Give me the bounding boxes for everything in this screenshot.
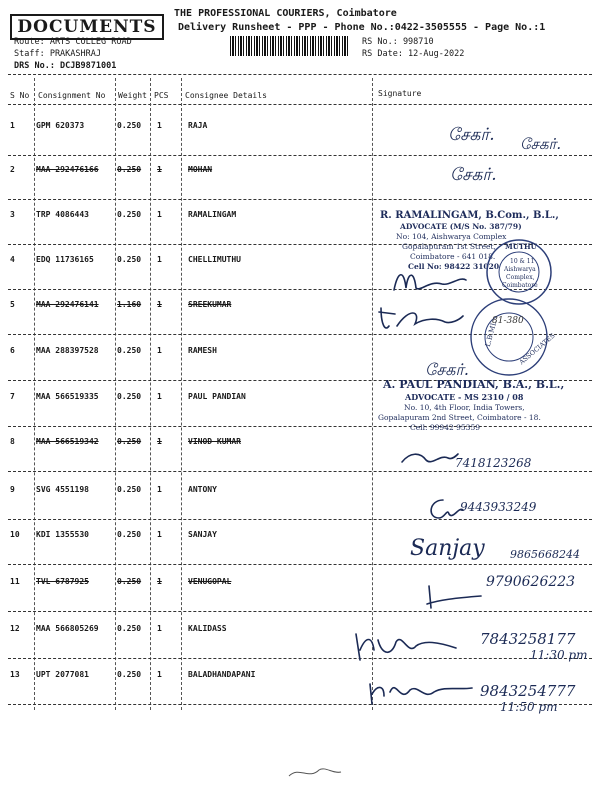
- cell-consignee: PAUL PANDIAN: [188, 392, 246, 401]
- cell-pcs: 1: [157, 255, 162, 264]
- rs-number: RS No.: 998710: [362, 37, 434, 47]
- row-separator: [8, 658, 592, 659]
- cell-pcs: 1: [157, 210, 162, 219]
- seal-inner-2: Aishwarya: [504, 266, 536, 273]
- column-header-weight: Weight: [118, 91, 147, 100]
- cell-consignment: EDQ 11736165: [36, 255, 94, 264]
- signature-row-12-scribble: [352, 626, 462, 666]
- cell-sno: 9: [10, 485, 15, 494]
- cell-weight: 0.250: [117, 255, 142, 264]
- cell-sno: 11: [10, 577, 20, 586]
- cell-weight: 0.250: [117, 485, 142, 494]
- row-separator: [8, 199, 592, 200]
- cell-sno: 8: [10, 437, 15, 446]
- column-divider: [181, 78, 182, 710]
- cell-sno: 10: [10, 530, 20, 539]
- barcode: [230, 36, 350, 56]
- header-bottom-rule: [8, 104, 592, 105]
- advocate-2-name: A. PAUL PANDIAN, B.A., B.L.,: [383, 378, 565, 391]
- cell-consignee: CHELLIMUTHU: [188, 255, 241, 264]
- signature-row-6: சேகர்.: [425, 360, 469, 379]
- cell-pcs: 1: [157, 577, 162, 586]
- advocate-1-name: R. RAMALINGAM, B.Com., B.L.,: [380, 210, 559, 221]
- column-header-sno: S No: [10, 91, 30, 100]
- cell-weight: 0.250: [117, 577, 142, 586]
- kalidass-time: 11:30 pm: [530, 648, 588, 662]
- cell-consignee: RAMESH: [188, 346, 217, 355]
- cell-sno: 2: [10, 165, 15, 174]
- cell-consignment: GPM 620373: [36, 121, 85, 130]
- advocate-1-address-2: Gopalapuram 1st Street,: [402, 242, 496, 251]
- cell-consignment: TVL 6787925: [36, 577, 89, 586]
- route-label: Route: ARTS COLLEG ROAD: [14, 37, 132, 47]
- cell-consignment: KDI 1355530: [36, 530, 89, 539]
- row-separator: [8, 564, 592, 565]
- cell-pcs: 1: [157, 121, 162, 130]
- column-header-pcs: PCS: [154, 91, 169, 100]
- cell-consignee: KALIDASS: [188, 624, 227, 633]
- cell-pcs: 1: [157, 624, 162, 633]
- cell-weight: 0.250: [117, 165, 142, 174]
- signature-row-13-scribble: [366, 674, 476, 710]
- cell-sno: 3: [10, 210, 15, 219]
- cell-consignment: MAA 292476166: [36, 165, 99, 174]
- row-separator: [8, 426, 592, 427]
- signature-row-4-scribble: [390, 262, 470, 302]
- cell-weight: 0.250: [117, 530, 142, 539]
- cell-consignee: SREEKUMAR: [188, 300, 232, 309]
- cell-pcs: 1: [157, 530, 162, 539]
- cell-sno: 12: [10, 624, 20, 633]
- cell-pcs: 1: [157, 485, 162, 494]
- cell-consignee: RAJA: [188, 121, 208, 130]
- vinod-phone: 7418123268: [455, 456, 532, 470]
- cell-consignment: MAA 292476141: [36, 300, 99, 309]
- cell-consignment: SVG 4551198: [36, 485, 89, 494]
- cell-consignment: MAA 566805269: [36, 624, 99, 633]
- cell-sno: 5: [10, 300, 15, 309]
- cell-consignment: MAA 288397528: [36, 346, 99, 355]
- cell-consignee: ANTONY: [188, 485, 217, 494]
- row-separator: [8, 519, 592, 520]
- column-divider: [34, 78, 35, 710]
- signature-row-5-scribble: [375, 302, 465, 336]
- cell-consignment: TRP 4086443: [36, 210, 89, 219]
- row-separator: [8, 155, 592, 156]
- bala-time: 11:50 pm: [500, 700, 558, 714]
- cell-sno: 6: [10, 346, 15, 355]
- cell-sno: 1: [10, 121, 15, 130]
- column-divider: [115, 78, 116, 710]
- advocate-2-cell: Cell: 99942 95359: [410, 423, 480, 432]
- advocate-1-address-1: No: 104, Aishwarya Complex: [396, 232, 507, 241]
- antony-phone: 9443933249: [460, 500, 537, 514]
- cell-weight: 0.250: [117, 437, 142, 446]
- cell-consignee: VINOD KUMAR: [188, 437, 241, 446]
- cell-consignee: SANJAY: [188, 530, 217, 539]
- cell-weight: 1.160: [117, 300, 142, 309]
- column-header-consignment: Consignment No: [38, 91, 106, 100]
- cell-sno: 7: [10, 392, 15, 401]
- seal-top-text: MUTHU: [505, 242, 537, 251]
- signature-sanjay: Sanjay: [410, 536, 485, 561]
- cell-consignee: MOHAN: [188, 165, 213, 174]
- row-separator: [8, 471, 592, 472]
- seal-side-text: L.B.ML: [483, 320, 499, 348]
- cell-pcs: 1: [157, 300, 162, 309]
- bottom-pen-mark: [285, 762, 345, 782]
- advocate-1-address-3: Coimbatore - 641 018.: [410, 252, 496, 261]
- ramesh-code: 81-380: [492, 316, 524, 326]
- signature-row-2: சேகர்.: [450, 165, 497, 185]
- signature-row-9-scribble: [425, 496, 465, 522]
- column-header-signature: Signature: [378, 89, 422, 98]
- cell-consignee: BALADHANDAPANI: [188, 670, 256, 679]
- sanjay-phone: 9865668244: [510, 548, 580, 561]
- column-divider: [150, 78, 151, 710]
- advocate-2-address-2: Gopalapuram 2nd Street, Coimbatore - 18.: [378, 413, 541, 422]
- cell-weight: 0.250: [117, 210, 142, 219]
- signature-row-11-scribble: [425, 582, 485, 612]
- cell-consignment: MAA 566519342: [36, 437, 99, 446]
- cell-consignee: RAMALINGAM: [188, 210, 237, 219]
- runsheet-subtitle: Delivery Runsheet - PPP - Phone No.:0422-3505555 - Page No.:1: [178, 22, 546, 33]
- cell-pcs: 1: [157, 165, 162, 174]
- seal-bottom-text: ASSOCIATES: [517, 331, 557, 367]
- company-title: THE PROFESSIONAL COURIERS, Coimbatore: [174, 8, 397, 19]
- cell-weight: 0.250: [117, 121, 142, 130]
- venugopal-phone: 9790626223: [486, 574, 576, 590]
- cell-pcs: 1: [157, 392, 162, 401]
- advocate-1-title: ADVOCATE (M/S No. 387/79): [400, 222, 522, 231]
- cell-consignment: UPT 2077081: [36, 670, 89, 679]
- staff-label: Staff: PRAKASHRAJ: [14, 49, 101, 59]
- cell-consignment: MAA 566519335: [36, 392, 99, 401]
- drs-number: DRS No.: DCJB9871001: [14, 61, 117, 71]
- kalidass-phone: 7843258177: [480, 630, 576, 648]
- advocate-2-title: ADVOCATE - MS 2310 / 08: [405, 392, 524, 402]
- seal-inner-1: 10 & 11: [510, 258, 535, 265]
- rs-date: RS Date: 12-Aug-2022: [362, 49, 465, 59]
- bala-phone: 9843254777: [480, 682, 576, 700]
- associates-seal-icon: [468, 296, 550, 378]
- documents-stamp: DOCUMENTS: [10, 14, 164, 40]
- signature-row-1: சேகர்.: [448, 125, 495, 145]
- cell-pcs: 1: [157, 437, 162, 446]
- cell-sno: 13: [10, 670, 20, 679]
- signature-row-8-scribble: [400, 448, 460, 472]
- signature-row-1-extra: சேகர்.: [520, 135, 562, 153]
- cell-pcs: 1: [157, 670, 162, 679]
- seal-inner-3: Complex,: [506, 274, 535, 281]
- cell-weight: 0.250: [117, 392, 142, 401]
- cell-weight: 0.250: [117, 624, 142, 633]
- seal-inner-4: Coimbatore: [502, 282, 538, 289]
- cell-consignee: VENUGOPAL: [188, 577, 232, 586]
- header-top-rule: [8, 74, 592, 75]
- row-separator: [8, 611, 592, 612]
- cell-pcs: 1: [157, 346, 162, 355]
- column-header-consignee: Consignee Details: [185, 91, 267, 100]
- cell-weight: 0.250: [117, 670, 142, 679]
- advocate-1-cell: Cell No: 98422 31020: [408, 262, 500, 271]
- advocate-2-address-1: No. 10, 4th Floor, India Towers,: [404, 403, 525, 412]
- cell-weight: 0.250: [117, 346, 142, 355]
- column-divider: [372, 78, 373, 710]
- cell-sno: 4: [10, 255, 15, 264]
